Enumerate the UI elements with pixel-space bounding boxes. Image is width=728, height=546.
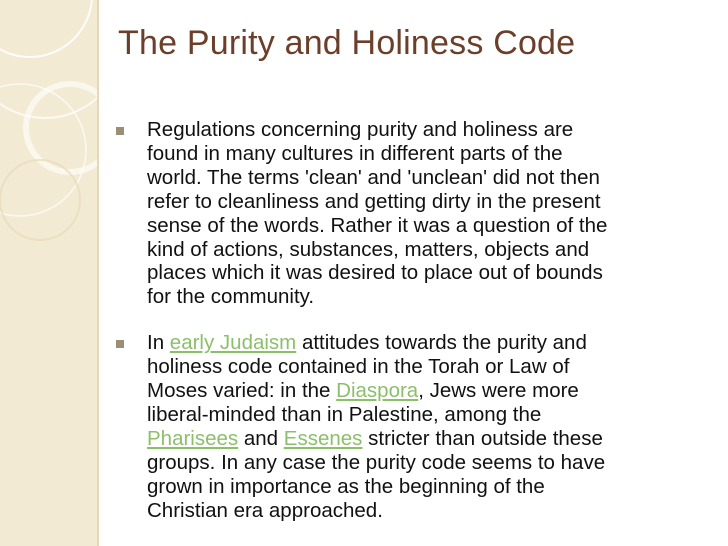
text-line: groups. In any case the purity code seems to have bbox=[147, 450, 606, 474]
text-line bbox=[147, 331, 708, 355]
text-line: places which it was desired to place out of bounds bbox=[147, 261, 603, 285]
text-line: sense of the words. Rather it was a question of the bbox=[147, 213, 608, 237]
text-fragment: In bbox=[147, 331, 170, 355]
text-line: refer to cleanliness and getting dirty in the present bbox=[147, 189, 601, 213]
decorative-circles bbox=[0, 0, 97, 546]
text-fragment: attitudes towards the purity and bbox=[296, 331, 587, 355]
text-line: Regulations concerning purity and holiness are bbox=[147, 118, 574, 141]
bullet-item bbox=[116, 331, 708, 522]
text-fragment: , Jews were more bbox=[418, 379, 579, 403]
bullet-marker-icon bbox=[116, 340, 124, 348]
slide-title: The Purity and Holiness Code bbox=[118, 24, 576, 62]
text-line: found in many cultures in different parts of the bbox=[147, 141, 563, 165]
text-fragment: Moses varied: in the bbox=[147, 379, 337, 403]
text-fragment: stricter than outside these bbox=[362, 426, 603, 450]
bullet-item bbox=[116, 118, 708, 309]
early-judaism-link[interactable]: early Judaism bbox=[169, 331, 297, 355]
text-line: kind of actions, substances, matters, objects and bbox=[147, 237, 590, 261]
text-line: Christian era approached. bbox=[147, 498, 383, 522]
text-line: grown in importance as the beginning of the bbox=[147, 474, 545, 498]
text-line bbox=[147, 427, 708, 451]
text-line: for the community. bbox=[147, 285, 315, 309]
text-line: liberal-minded than in Palestine, among the bbox=[147, 402, 542, 426]
text-fragment: and bbox=[238, 426, 284, 450]
essenes-link[interactable]: Essenes bbox=[283, 426, 363, 450]
bullet-list bbox=[116, 118, 708, 523]
pharisees-link[interactable]: Pharisees bbox=[147, 426, 239, 450]
text-line: world. The terms 'clean' and 'unclean' did not then bbox=[147, 165, 600, 189]
decorative-side-band bbox=[0, 0, 99, 546]
diaspora-link[interactable]: Diaspora bbox=[336, 379, 419, 403]
bullet-marker-icon bbox=[116, 127, 124, 135]
text-line bbox=[147, 379, 708, 403]
text-line: holiness code contained in the Torah or Law of bbox=[147, 355, 570, 379]
